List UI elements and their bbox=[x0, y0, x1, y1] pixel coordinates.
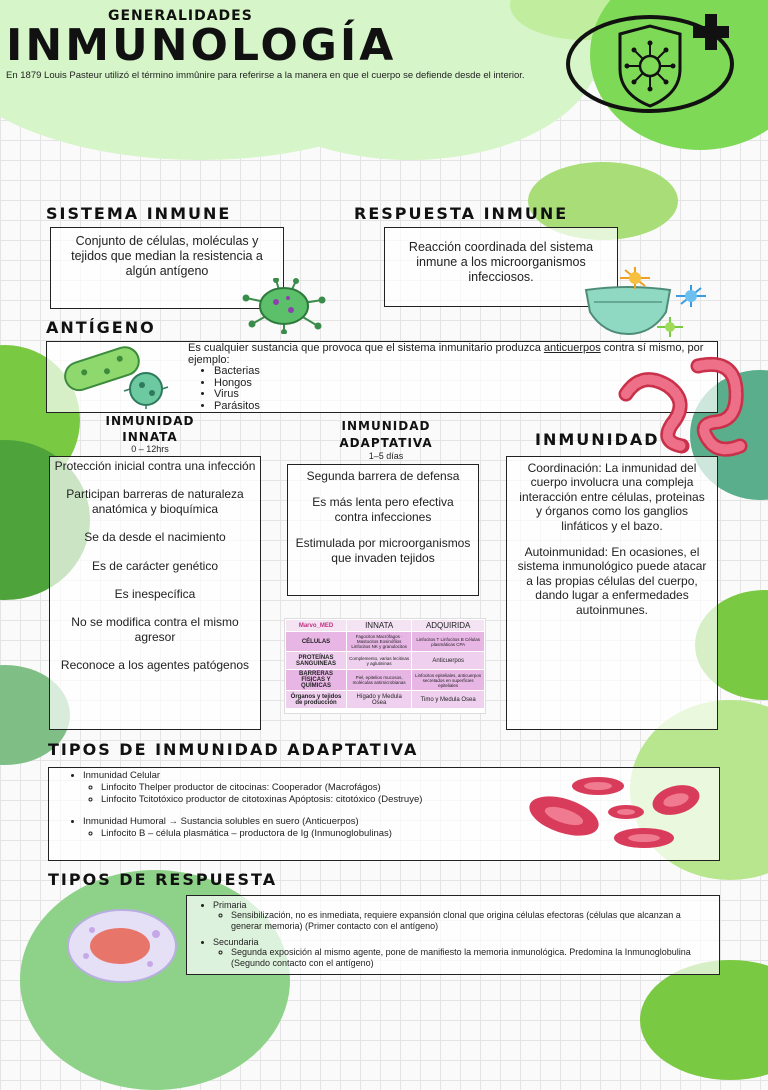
primaria-item bbox=[213, 900, 711, 931]
adaptativa-point: Es más lenta pero efectiva contra infecciones bbox=[312, 495, 454, 524]
antigeno-item: • Bacterias bbox=[214, 366, 713, 378]
comparison-table-grid bbox=[285, 619, 485, 709]
adaptativa-title-1: INMUNIDAD bbox=[341, 419, 431, 433]
innata-box bbox=[49, 456, 261, 730]
secundaria-item bbox=[213, 937, 711, 968]
antigeno-item: • Parásitos bbox=[214, 401, 713, 413]
header-kicker: GENERALIDADES bbox=[108, 8, 253, 24]
adaptativa-points bbox=[294, 469, 472, 565]
adaptativa-time: 1–5 días bbox=[368, 451, 404, 461]
innata-point: No se modifica contra el mismo agresor bbox=[71, 615, 239, 644]
celular-subitem: ◦ Linfocito Thelper productor de citocinas: Cooperador (Macrofágos) bbox=[101, 782, 703, 794]
secundaria-subitem: ◦ Segunda exposición al mismo agente, pone de manifiesto la memoria inmunológica. Predomina la Inmunoglobulina (Segundo contacto con el antígeno) bbox=[231, 947, 711, 968]
inmunidad-box bbox=[506, 456, 718, 730]
humoral-subitem: ◦ Linfocito B – célula plasmática – productora de Ig (Inmunoglobulinas) bbox=[101, 828, 703, 840]
table-row-label: Órganos y tejidos de producción bbox=[286, 691, 347, 709]
inmunidad-p1: Coordinación: La inmunidad del cuerpo involucra una compleja interacción entre células, proteinas y órganos como los ganglios linfáticos y el bazo. bbox=[519, 461, 705, 533]
antigeno-anticuerpos-link[interactable]: anticuerpos bbox=[543, 342, 601, 354]
tipos-respuesta-box bbox=[186, 895, 720, 975]
table-col-adquirida: ADQUIRIDA bbox=[412, 620, 485, 632]
inmunidad-p2: Autoinmunidad: En ocasiones, el sistema inmunológico puede atacar a las propias células del cuerpo, dando lugar a enfermedades autoinmunes. bbox=[517, 544, 707, 617]
table-cell: Linfocitos epiteliales, anticuerpos secretados en superficies epiteliales bbox=[412, 670, 485, 691]
header-intro: En 1879 Louis Pasteur utilizó el término immûnire para referirse a la manera en que el cuerpo se defiende desde el interior. bbox=[6, 70, 525, 81]
antigeno-text-pre: Es cualquier sustancia que provoca que el sistema inmunitario produzca bbox=[188, 342, 544, 354]
virus-icon-green-small bbox=[654, 316, 686, 338]
red-blood-cell-icon bbox=[520, 772, 710, 850]
adaptativa-point: Estimulada por microorganismos que invaden tejidos bbox=[295, 536, 471, 565]
adaptativa-box bbox=[287, 464, 479, 596]
table-row-label: CÉLULAS bbox=[286, 632, 347, 652]
page-title: INMUNOLOGÍA bbox=[6, 20, 397, 71]
adaptativa-point: Segunda barrera de defensa bbox=[306, 469, 460, 483]
table-cell: Linfocitos T Linfocitos B Células plasmáticas CPA bbox=[412, 632, 485, 652]
inmunidad-title: INMUNIDAD bbox=[535, 430, 660, 449]
innata-point: Es inespecífica bbox=[114, 586, 196, 601]
table-cell: Hígado y Medula Osea bbox=[347, 691, 412, 709]
shield-virus-icon bbox=[565, 14, 740, 114]
tipos-respuesta-title: TIPOS DE RESPUESTA bbox=[48, 870, 278, 889]
virus-icon-orange bbox=[616, 266, 654, 290]
table-cell: Complemento, varias lecitinas y aglutininas bbox=[347, 652, 412, 670]
virus-icon bbox=[236, 278, 332, 334]
primaria-label: Primaria bbox=[213, 900, 247, 910]
bacteria-icon bbox=[56, 343, 180, 409]
adaptativa-title-2: ADAPTATIVA bbox=[339, 436, 433, 450]
table-row-label: BARRERAS FÍSICAS Y QUÍMICAS bbox=[286, 670, 347, 691]
comparison-table bbox=[284, 618, 486, 714]
sistema-text: Conjunto de células, moléculas y tejidos que median la resistencia a algún antígeno bbox=[71, 234, 263, 278]
antigeno-item: • Virus bbox=[214, 389, 713, 401]
green-blob-bottom-right bbox=[640, 960, 768, 1080]
respuesta-title: RESPUESTA INMUNE bbox=[354, 204, 569, 223]
table-row-label: PROTEÍNAS SANGUINEAS bbox=[286, 652, 347, 670]
innata-point: Reconoce a los agentes patógenos bbox=[60, 658, 250, 673]
tipos-adaptativa-title: TIPOS DE INMUNIDAD ADAPTATIVA bbox=[48, 740, 419, 759]
inmunidad-content bbox=[517, 461, 707, 617]
table-cell: Fagocitos Macrófagos · Mastocitos Eosinófilos Linfocitos NK y granulocitos bbox=[347, 632, 412, 652]
innata-point: Participan barreras de naturaleza anatómica y bioquímica bbox=[66, 487, 244, 516]
innata-title-2: INNATA bbox=[122, 430, 178, 444]
table-brand: Marvo_MED bbox=[286, 620, 347, 632]
tipos-respuesta-content bbox=[195, 900, 711, 968]
antigeno-item: • Hongos bbox=[214, 378, 713, 390]
innata-points bbox=[54, 459, 256, 673]
secundaria-label: Secundaria bbox=[213, 937, 259, 948]
celular-subitem: ◦ Linfocito Tcitotóxico productor de citotoxinas Apóptosis: citotóxico (Destruye) bbox=[101, 794, 703, 806]
innata-point: Se da desde el nacimiento bbox=[84, 530, 226, 545]
table-cell: Anticuerpos bbox=[412, 652, 485, 670]
table-row bbox=[286, 652, 485, 670]
table-row bbox=[286, 632, 485, 652]
humoral-label: Inmunidad Humoral → Sustancia solubles en suero (Anticuerpos) bbox=[83, 815, 359, 827]
table-cell: Timo y Medula Osea bbox=[412, 691, 485, 709]
table-col-innata: INNATA bbox=[347, 620, 412, 632]
innata-point: Es de carácter genético bbox=[91, 558, 219, 573]
sistema-title: SISTEMA INMUNE bbox=[46, 204, 232, 223]
antigeno-text-post: contra sí mismo, por ejemplo: bbox=[188, 342, 704, 366]
table-cell: Piel, epitelios mucosos, moléculas antimicrobianas bbox=[347, 670, 412, 691]
table-row bbox=[286, 670, 485, 691]
virus-icon-blue bbox=[672, 284, 710, 308]
antigeno-title: ANTÍGENO bbox=[46, 318, 156, 337]
primaria-subitem: ◦ Sensibilización, no es inmediata, requiere expansión clonal que origina células efectoras (células que alcanzan a generar memoria) (Primer contacto con el antígeno) bbox=[231, 910, 711, 931]
cell-icon bbox=[64, 906, 180, 986]
innata-point: Protección inicial contra una infección bbox=[54, 459, 256, 473]
innata-time: 0 – 12hrs bbox=[131, 444, 169, 454]
respuesta-text: Reacción coordinada del sistema inmune a los microorganismos infecciosos. bbox=[408, 240, 594, 284]
innata-title-1: INMUNIDAD bbox=[105, 414, 195, 428]
celular-label: Inmunidad Celular bbox=[83, 770, 161, 781]
table-row bbox=[286, 691, 485, 709]
